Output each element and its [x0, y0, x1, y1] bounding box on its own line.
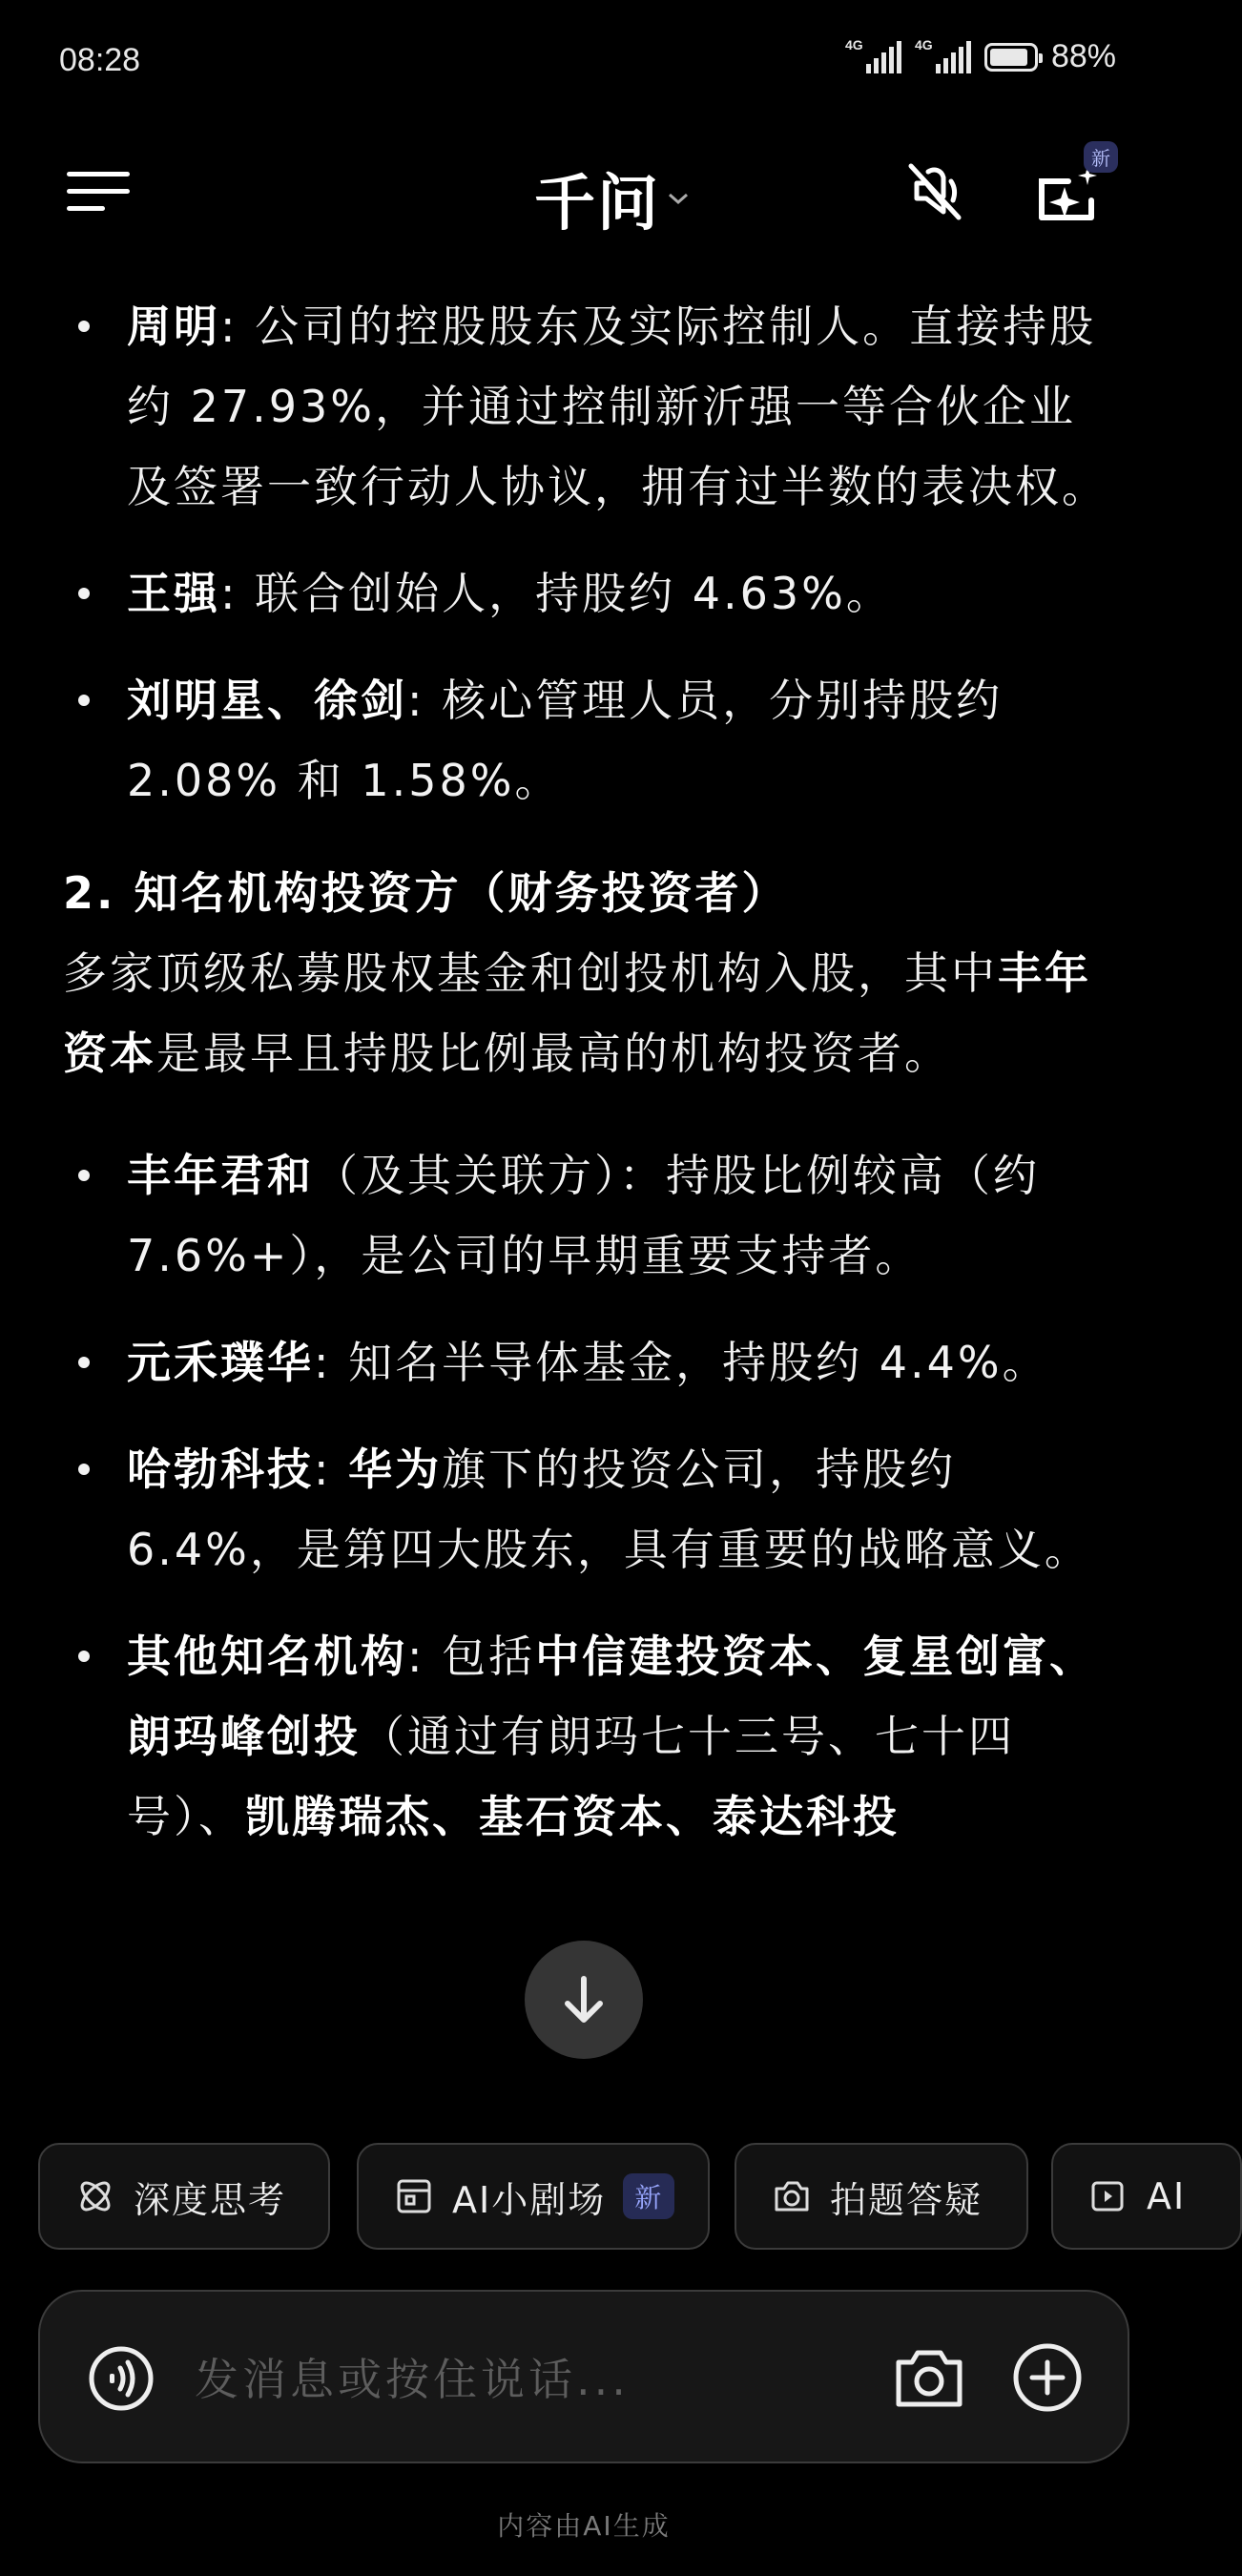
list-item: 刘明星、徐剑: 核心管理人员，分别持股约 2.08% 和 1.58%。 — [0, 660, 1168, 821]
signal-icon: 4G — [845, 41, 901, 73]
chat-content[interactable] — [0, 286, 1168, 2080]
app-header — [0, 134, 1168, 248]
ai-disclaimer: 内容由AI生成 — [497, 2510, 671, 2542]
new-badge: 新 — [1084, 141, 1118, 173]
chevron-down-icon — [666, 189, 691, 208]
status-bar — [0, 0, 1168, 124]
battery-icon — [984, 43, 1038, 72]
mute-icon[interactable] — [901, 158, 968, 225]
title-switcher[interactable] — [534, 155, 691, 242]
camera-icon[interactable] — [893, 2343, 965, 2414]
menu-icon[interactable] — [67, 172, 130, 210]
status-icons — [845, 38, 1116, 75]
new-tag: 新 — [623, 2173, 674, 2219]
quick-action-bar — [38, 2143, 1187, 2254]
video-icon — [1087, 2175, 1129, 2217]
chip-ai-video[interactable]: AI — [1051, 2143, 1242, 2250]
signal-icon-2: 4G — [915, 41, 971, 73]
investor-list — [0, 1135, 1168, 1857]
camera-question-icon — [771, 2175, 813, 2217]
section-paragraph: 多家顶级私募股权基金和创投机构入股，其中丰年资本是最早且持股比例最高的机构投资者。 — [63, 947, 1091, 1079]
section-heading: 2. 知名机构投资方（财务投资者） — [63, 867, 789, 919]
battery-percent: 88% — [1050, 38, 1116, 74]
deep-think-icon — [74, 2175, 116, 2217]
chip-deep-think[interactable]: 深度思考 — [38, 2143, 330, 2250]
arrow-down-icon — [560, 1973, 608, 2026]
list-item: 周明: 公司的控股股东及实际控制人。直接持股约 27.93%，并通过控制新沂强一等合伙企业及签署一致行动人协议，拥有过半数的表决权。 — [0, 286, 1168, 527]
chip-ai-theater[interactable]: AI小剧场 新 — [357, 2143, 710, 2250]
list-item: 王强: 联合创始人，持股约 4.63%。 — [0, 553, 1168, 634]
theater-icon — [393, 2175, 435, 2217]
plus-icon[interactable] — [1011, 2341, 1084, 2414]
list-item: 哈勃科技: 华为旗下的投资公司，持股约 6.4%，是第四大股东，具有重要的战略意义。 — [0, 1429, 1168, 1589]
message-input[interactable] — [193, 2337, 845, 2421]
page-title: 千问 — [534, 169, 660, 239]
status-time: 08:28 — [59, 42, 141, 78]
list-item: 丰年君和（及其关联方）：持股比例较高（约7.6%+），是公司的早期重要支持者。 — [0, 1135, 1168, 1296]
message-input-bar — [38, 2290, 1129, 2463]
voice-icon[interactable] — [88, 2345, 155, 2412]
shareholder-list — [0, 286, 1168, 821]
chip-photo-question[interactable]: 拍题答疑 — [735, 2143, 1028, 2250]
list-item: 元禾璞华: 知名半导体基金，持股约 4.4%。 — [0, 1322, 1168, 1402]
list-item: 其他知名机构: 包括中信建投资本、复星创富、朗玛峰创投（通过有朗玛七十三号、七十四号）、凯腾瑞杰、基石资本、泰达科投 — [0, 1616, 1168, 1857]
scroll-to-bottom-button[interactable] — [525, 1941, 643, 2059]
